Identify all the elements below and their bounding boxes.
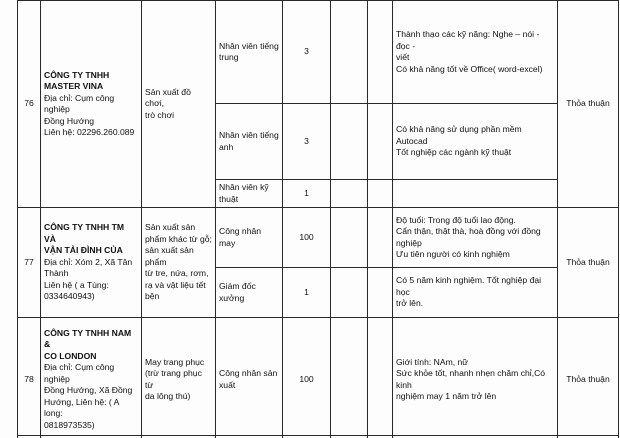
job-listing-table [17, 0, 619, 438]
company-detail-line: Địa chỉ: Cụm công nghiệp [44, 92, 115, 114]
industry-line: bện [145, 291, 160, 302]
quantity-cell: 1 [283, 180, 331, 208]
industry-line: sản xuất sản phẩm [145, 245, 194, 267]
salary-cell: Thỏa thuận [558, 208, 619, 318]
row-number: 78 [18, 318, 41, 438]
requirement-line: nghiệp [396, 237, 422, 248]
position-title-cell [216, 104, 283, 180]
industry-line: May trang phục [145, 356, 205, 367]
company-detail-line: Đồng Hướng [44, 115, 95, 126]
requirement-line: Sức khỏe tốt, nhanh nhẹn chăm chỉ,Có kinh [396, 368, 546, 390]
requirement-line: Ưu tiên người có kinh nghiệm [396, 249, 510, 259]
empty-cell [368, 180, 393, 208]
company-detail-line: Địa chỉ: Cụm công nghiệp [44, 362, 115, 384]
empty-cell [331, 1, 368, 104]
quantity-cell: 3 [283, 104, 331, 180]
requirement-line: nghiệm may 1 năm trở lên [396, 391, 497, 401]
industry-line: phẩm khác từ gỗ; [145, 233, 212, 244]
company-name-line: CÔNG TY TNHH [44, 69, 110, 80]
company-detail-line: Đồng Hướng, Xã Đồng [44, 385, 133, 396]
company-name-line: VẬN TẢI ĐÌNH CỦA [44, 245, 123, 256]
empty-cell [331, 180, 368, 208]
position-title-cell [216, 318, 283, 438]
empty-cell [368, 318, 393, 438]
industry-cell [142, 208, 216, 318]
requirement-line: Tốt nghiệp các ngành kỹ thuật [396, 147, 512, 158]
table-row [18, 318, 619, 438]
industry-line: trò chơi [145, 109, 175, 120]
requirement-cell [393, 208, 558, 268]
salary-cell: Thỏa thuận [558, 1, 619, 208]
position-title-line: Nhân viên kỹ [219, 182, 269, 192]
quantity-cell: 100 [283, 208, 331, 268]
company-name-line: CO LONDON [44, 350, 97, 361]
industry-line: rạ và vật liệu tết [145, 279, 206, 290]
requirement-line: Thành thạo các kỹ năng: Nghe – nói - đọc - [396, 29, 540, 51]
empty-cell [331, 268, 368, 318]
industry-line: Sản xuất sản [145, 222, 196, 233]
position-title-cell [216, 1, 283, 104]
empty-cell [368, 268, 393, 318]
position-title-line: Công nhân may [219, 226, 262, 248]
row-number: 76 [18, 1, 41, 208]
requirement-line: trở lên. [396, 298, 424, 309]
industry-cell [142, 1, 216, 208]
industry-cell [142, 318, 216, 438]
requirement-line: Có khả năng tốt về Office( word-excel) [396, 63, 543, 74]
position-title-line: Nhân viên tiếng [219, 40, 279, 51]
position-title-cell [216, 268, 283, 318]
company-detail-line: Liên hệ: 02296.260.089 [44, 127, 135, 137]
position-title-line: Công nhân sản [219, 368, 278, 378]
requirement-line: Giới tính: NAm, nữ [396, 356, 469, 367]
company-detail-line: 0818973535) [44, 419, 95, 430]
page-bottom-rule [17, 435, 618, 436]
position-title-line: Giám đốc xưởng [219, 281, 256, 303]
company-name-line: CÔNG TY TNHH TM VÀ [44, 222, 125, 244]
empty-cell [331, 104, 368, 180]
empty-cell [368, 208, 393, 268]
requirement-line: viết [396, 52, 410, 62]
position-title-line: xuất [219, 379, 236, 390]
requirement-line: Độ tuổi: Trong độ tuổi lao động. [396, 214, 516, 225]
company-cell [41, 1, 142, 208]
company-name-line: CÔNG TY TNHH NAM & [44, 327, 132, 350]
company-cell [41, 208, 142, 318]
company-cell [41, 318, 142, 438]
table-row [18, 1, 619, 104]
salary-cell: Thỏa thuận [558, 318, 619, 438]
company-name-line: MASTER VINA [44, 81, 104, 91]
empty-cell [368, 104, 393, 180]
empty-cell [331, 318, 368, 438]
company-detail-line: 0334640943) [44, 291, 95, 302]
industry-line: Sản xuất đồ chơi, [145, 86, 191, 109]
company-detail-line: Liên hệ ( a Tùng: [44, 279, 109, 290]
requirement-cell [393, 104, 558, 180]
industry-line: từ tre, nứa, rơm, [145, 268, 209, 279]
company-detail-line: Địa chỉ: Xóm 2, Xã Tân [44, 256, 133, 267]
company-detail-line: Hướng, Liên hệ: ( A long: [44, 396, 119, 419]
position-title-line: Nhân viên tiếng [219, 130, 279, 140]
requirement-cell [393, 268, 558, 318]
industry-line: da lông thú) [145, 391, 191, 401]
table-row [18, 208, 619, 268]
position-title-line: anh [219, 141, 234, 152]
empty-cell [331, 208, 368, 268]
company-detail-line: Thành [44, 268, 69, 279]
industry-line: (trừ trang phục từ [145, 368, 202, 390]
quantity-cell: 3 [283, 1, 331, 104]
position-title-cell [216, 208, 283, 268]
empty-cell [368, 1, 393, 104]
requirement-cell [393, 1, 558, 104]
quantity-cell: 1 [283, 268, 331, 318]
requirement-cell [393, 318, 558, 438]
requirement-line: Có khả năng sử dụng phần mềm Autocad [396, 124, 522, 146]
requirement-line: Cẩn thận, thật thà, hoà đồng với đồng [396, 226, 541, 236]
row-number: 77 [18, 208, 41, 318]
quantity-cell: 100 [283, 318, 331, 438]
requirement-cell [393, 180, 558, 208]
position-title-line: trung [219, 52, 239, 62]
position-title-cell [216, 180, 283, 208]
position-title-line: thuật [219, 193, 239, 204]
requirement-line: Có 5 năm kinh nghiệm. Tốt nghiệp đại học [396, 275, 542, 297]
